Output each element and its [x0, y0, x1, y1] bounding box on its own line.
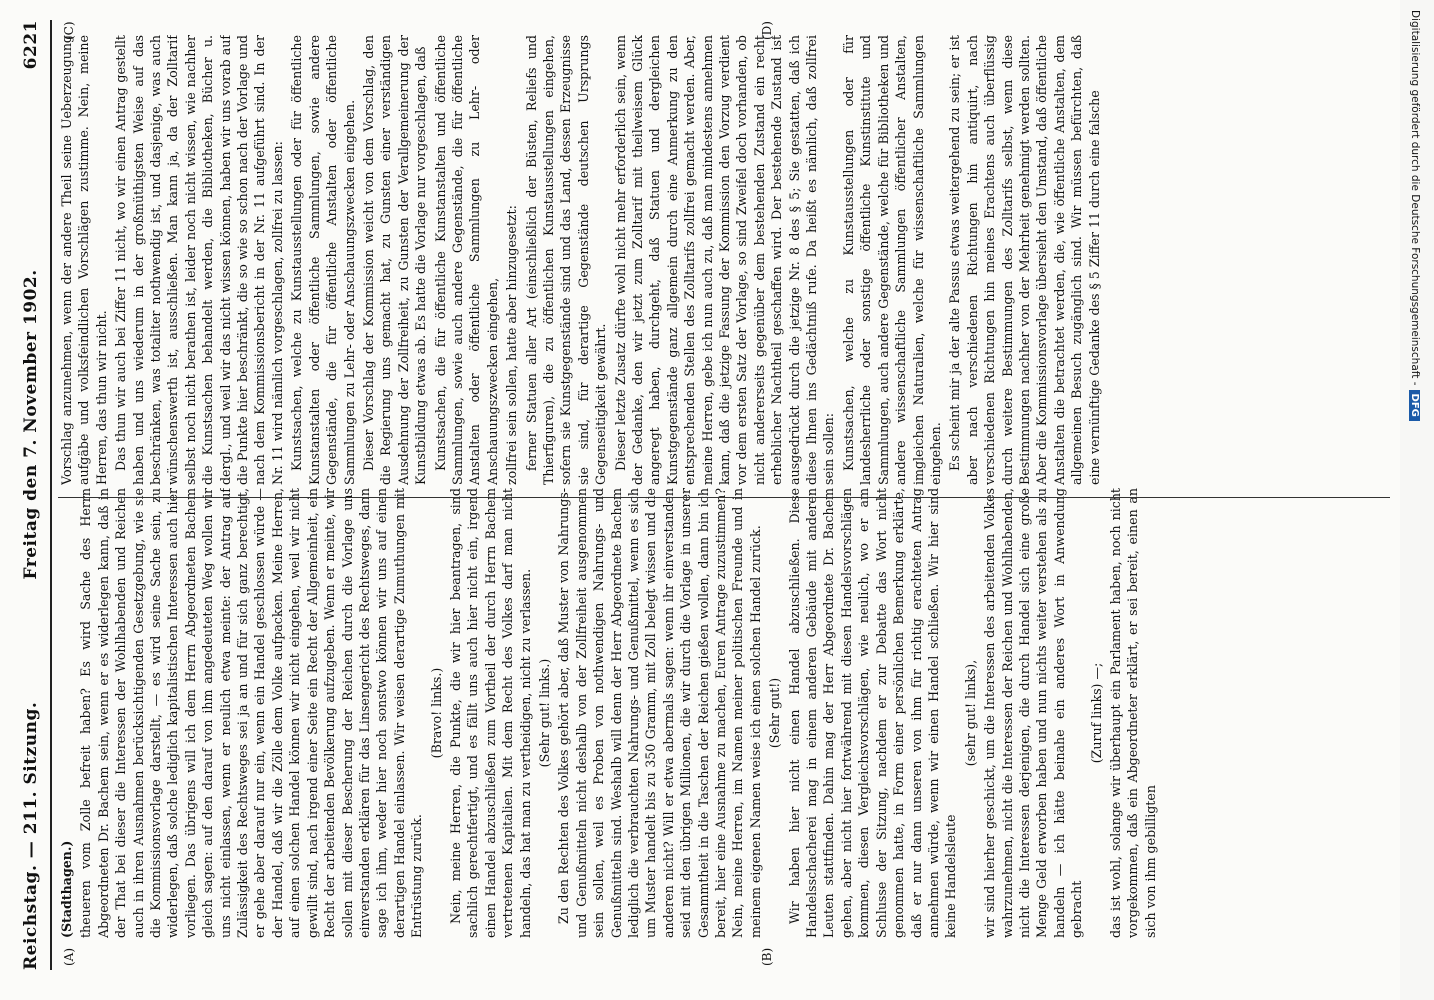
margin-marker-c: (C): [62, 21, 76, 40]
margin-marker-d: (D): [760, 21, 774, 40]
header-session: Reichstag. — 211. Sitzung.: [21, 701, 41, 970]
header-date: Freitag den 7. November 1902.: [21, 269, 41, 580]
margin-marker-b: (B): [760, 947, 774, 966]
interjection: (Sehr gut!): [767, 677, 783, 749]
speaker-label: (Stadthagen.): [59, 840, 74, 938]
page-header: [18, 20, 44, 970]
quoted-clause: Kunstsachen, die für öffentliche Kunstanstalten und öffentliche Sammlungen, sowie auch andere Gegenstände, die für öffentliche Anstalten oder öffentliche Sammlungen zu Lehr- oder Anschauungszwecken eingehen,: [432, 35, 500, 485]
paragraph: Wir haben hier nicht einen Handel abzuschließen. Diese Handelsschacherei mag in einem anderen Gebäude mit anderen Leuten stattfinden. Dahin mag der Herr Abgeordnete Dr. Bachem gehen, aber nicht hier fortwährend mit diesen Handelsvorschlägen kommen, diesen Vergleichsvorschlägen, wie neulich, wo er am Schlusse der Sitzung, nachdem er zur Debatte das Wort nicht genommen hatte, in Form einer persönlichen Bemerkung erklärte, daß er nur dann unseren von ihm für richtig erachteten Antrag annehmen würde, wenn wir einen Handel schließen. Wir hier sind keine Handelsleute: [786, 488, 959, 938]
margin-marker-a: (A): [62, 947, 76, 966]
interjection: (sehr gut! links),: [962, 659, 978, 767]
interjection: (Bravo! links.): [428, 667, 444, 759]
paragraph: Zu den Rechten des Volkes gehört aber, daß Muster von Nahrungs- und Genußmitteln nicht deshalb von der Zollfreiheit ausgenommen sein sollen, weil es Proben von nothwendigen Nahrungs- und Genußmitteln sind. Weshalb will denn der Herr Abgeordnete Bachem lediglich die verbrauchten Nahrungs- und Genußmittel, wenn es sich um Muster handelt bis zu 350 Gramm, mit Zoll belegt wissen und die anderen nicht? Will er etwa abermals sagen: wenn ihr einverstanden seid mit den übrigen Millionen, die wir durch die Vorlage in unserer Gesammtheit in die Taschen der Reichen gießen wollen, dann bin ich bereit, hier eine Ausnahme zu machen, Euren Antrage zuzustimmen? Nein, meine Herren, im Namen meiner politischen Freunde und in meinem eigenen Namen weise ich einen solchen Handel zurück.: [556, 488, 763, 938]
quoted-clause: Kunstsachen, welche zu Kunstausstellungen oder für öffentliche Kunstanstalten oder öffentliche Sammlungen, sowie andere Gegenstände, die für öffentliche Anstalten oder öffentliche Sammlungen zu Lehr- oder Anschauungszwecken eingehen.: [289, 35, 357, 485]
header-rule: [50, 20, 52, 970]
quoted-clause: ferner Statuen aller Art (einschließlich der Büsten, Reliefs und Thierfiguren), die zu öffentlichen Kunstausstellungen eingehen, sofern sie Kunstgegenstände sind und das Land, dessen Erzeugnisse sie sind, für derartige Gegenstände deutschen Ursprungs Gegenseitigkeit gewährt.: [523, 35, 609, 485]
interjection: (Sehr gut! links.): [536, 658, 552, 768]
digitization-credit: [1405, 10, 1429, 990]
left-column: [58, 488, 1390, 938]
paragraph: das ist wohl, solange wir überhaupt ein Parlament haben, noch nicht vorgekommen, daß ein Abgeordneter erklärt, er sei bereit, einen an sich von ihm gebilligten: [1107, 488, 1158, 938]
quoted-clause: Kunstsachen, welche zu Kunstausstellungen oder für landesherrliche oder sonstige öffentliche Kunstinstitute und Sammlungen, auch andere Gegenstände, welche für Bibliotheken und andere wissenschaftliche Sammlungen öffentlicher Anstalten, imgleichen Naturalien, welche für wissenschaftliche Sammlungen eingehen.: [840, 35, 943, 485]
interjection: (Zuruf links) —;: [1088, 662, 1104, 764]
paragraph: Das thun wir auch bei Ziffer 11 nicht, wo wir einen Antrag gestellt haben und uns wiederum in der großmüthigsten Weise auf das beschränken, was totaliter nothwendig ist, und dasjenige, was auch wünschenswerth ist, ausschließen. Man kann ja, da der Zolltarif selbst noch nicht berathen ist, leider noch nicht wissen, wie nachher die Kunstsachen behandelt werden, die Bibliotheken, Bücher u. dergl., und weil wir das nicht wissen können, haben wir uns vorab auf die Punkte hier beschränkt, die so wie so schon nach der Vorlage und nach dem Kommissionsbericht in der Nr. 11 aufgeführt sind. In der Nr. 11 wird nämlich vorgeschlagen, zollfrei zu lassen:: [113, 35, 285, 485]
paragraph: Dieser letzte Zusatz dürfte wohl nicht mehr erforderlich sein, wenn der Gedanke, den wir jetzt zum Zolltarif mit theilweisem Glück angeregt haben, durchgeht, daß Statuen und dergleichen Kunstgegenstände ganz allgemein durch eine Anmerkung zu den entsprechenden Stellen des Zolltarifs zollfrei gemacht werden. Aber, meine Herren, gebe ich nun auch zu, daß man mindestens annehmen kann, daß die jetzige Fassung der Kommission den Vorzug verdient vor dem ersten Satz der Vorlage, so sind Zweifel doch vorhanden, ob nicht andererseits gegenüber dem bestehenden Zustand ein recht erheblicher Nachtheil geschaffen wird. Der bestehende Zustand ist ausgedrückt durch die jetzige Nr. 8 des § 5; Sie gestatten, daß ich diese Ihnen ins Gedächtniß rufe. Da heißt es nämlich, daß zollfrei sein sollen:: [612, 35, 837, 485]
paragraph: theueren vom Zolle befreit haben? Es wird Sache des Herrn Abgeordneten Dr. Bachem sein, wenn er es widerlegen kann, daß in der That bei dieser die Interessen der Wohlhabenden und Reichen auch in ihren Ausnahmen berücksichtigenden Gesetzgebung, wie sie die Kommissionsvorlage darstellt, — es wird seine Sache sein, zu widerlegen, daß solche lediglich kapitalistischen Interessen auch hier vorliegen. Das übrigens will ich dem Herrn Abgeordneten Bachem gleich sagen: auf den darauf von ihm angedeuteten Weg wollen wir uns nicht einlassen, wenn er neulich etwa meinte: der Antrag auf Zulässigkeit des Rechtsweges sei ja an und für sich ganz berechtigt, er gehe aber darauf nur ein, wenn ein Handel geschlossen würde — der Handel, daß wir die Zölle dem Volke aufpacken. Meine Herren, auf einen solchen Handel können wir nicht eingehen, weil wir nicht gewillt sind, nach irgend einer Seite ein Recht der Allgemeinheit, ein Recht der arbeitenden Bevölkerung aufzugeben. Wenn er meinte, wir sollen mit dieser Bescherung der Reichen durch die Vorlage uns einverstanden erklären für das Linsengericht des Rechtsweges, dann sage ich ihm, weder hier noch sonstwo können wir uns auf einen derartigen Handel einlassen. Wir weisen derartige Zumuthungen mit Entrüstung zurück.: [78, 488, 425, 938]
dfg-logo: DFG: [1410, 390, 1421, 421]
paragraph: zollfrei sein sollen, hatte aber hinzugesetzt:: [504, 205, 520, 485]
paragraph: Vorschlag anzunehmen, wenn der andere Theil seine Ueberzeugung aufgäbe und volksfeindlichen Vorschlägen zustimme. Nein, meine Herren, das thun wir nicht.: [59, 35, 109, 485]
paragraph: wir sind hierher geschickt, um die Interessen des arbeitenden Volkes wahrzunehmen, nicht die Interessen der Reichen und Wohlhabenden, nicht die Interessen derjenigen, die durch Handel sich eine große Menge Geld erworben haben und nun nichts weiter verstehen als zu handeln — ich hätte beinahe ein anderes Wort in Anwendung gebracht: [982, 488, 1085, 938]
column-divider: [58, 497, 1390, 498]
right-column: [58, 35, 1390, 485]
credit-text: Digitalisierung gefördert durch die Deutsche Forschungsgemeinschaft -: [1409, 10, 1421, 386]
paragraph: Dieser Vorschlag der Kommission weicht von dem Vorschlag, den die Regierung uns gemacht hat, zu Gunsten einer verständigen Ausdehnung der Zollfreiheit, zu Gunsten der Verallgemeinerung der Kunstbildung etwas ab. Es hatte die Vorlage nur vorgeschlagen, daß: [360, 35, 429, 485]
paragraph: Es scheint mir ja der alte Passus etwas weitergehend zu sein; er ist aber nach verschiedenen Richtungen hin antiquirt, nach verschiedenen Richtungen hin meines Erachtens auch überflüssig durch weitere Bestimmungen des Zolltarifs selbst, wenn diese Bestimmungen nachher von der Mehrheit genehmigt werden sollten. Aber die Kommissionsvorlage übersieht den Umstand, daß öffentliche Anstalten die betrachtet werden, die, wie öffentliche Anstalten, dem allgemeinen Besuch zugänglich sind. Wir müssen befürchten, daß eine vernünftige Gedanke des § 5 Ziffer 11 durch eine falsche: [947, 35, 1102, 485]
paragraph: Nein, meine Herren, die Punkte, die wir hier beantragen, sind sachlich gerechtfertigt, und es fällt uns auch hier nicht ein, irgend einen Handel abzuschließen zum Vortheil der durch Herrn Bachem vertretenen Kapitalien. Mit dem Recht des Volkes darf man nicht handeln, das hat man zu vertheidigen, nicht zu verlassen.: [447, 488, 533, 938]
header-page-number: 6221: [21, 20, 41, 70]
